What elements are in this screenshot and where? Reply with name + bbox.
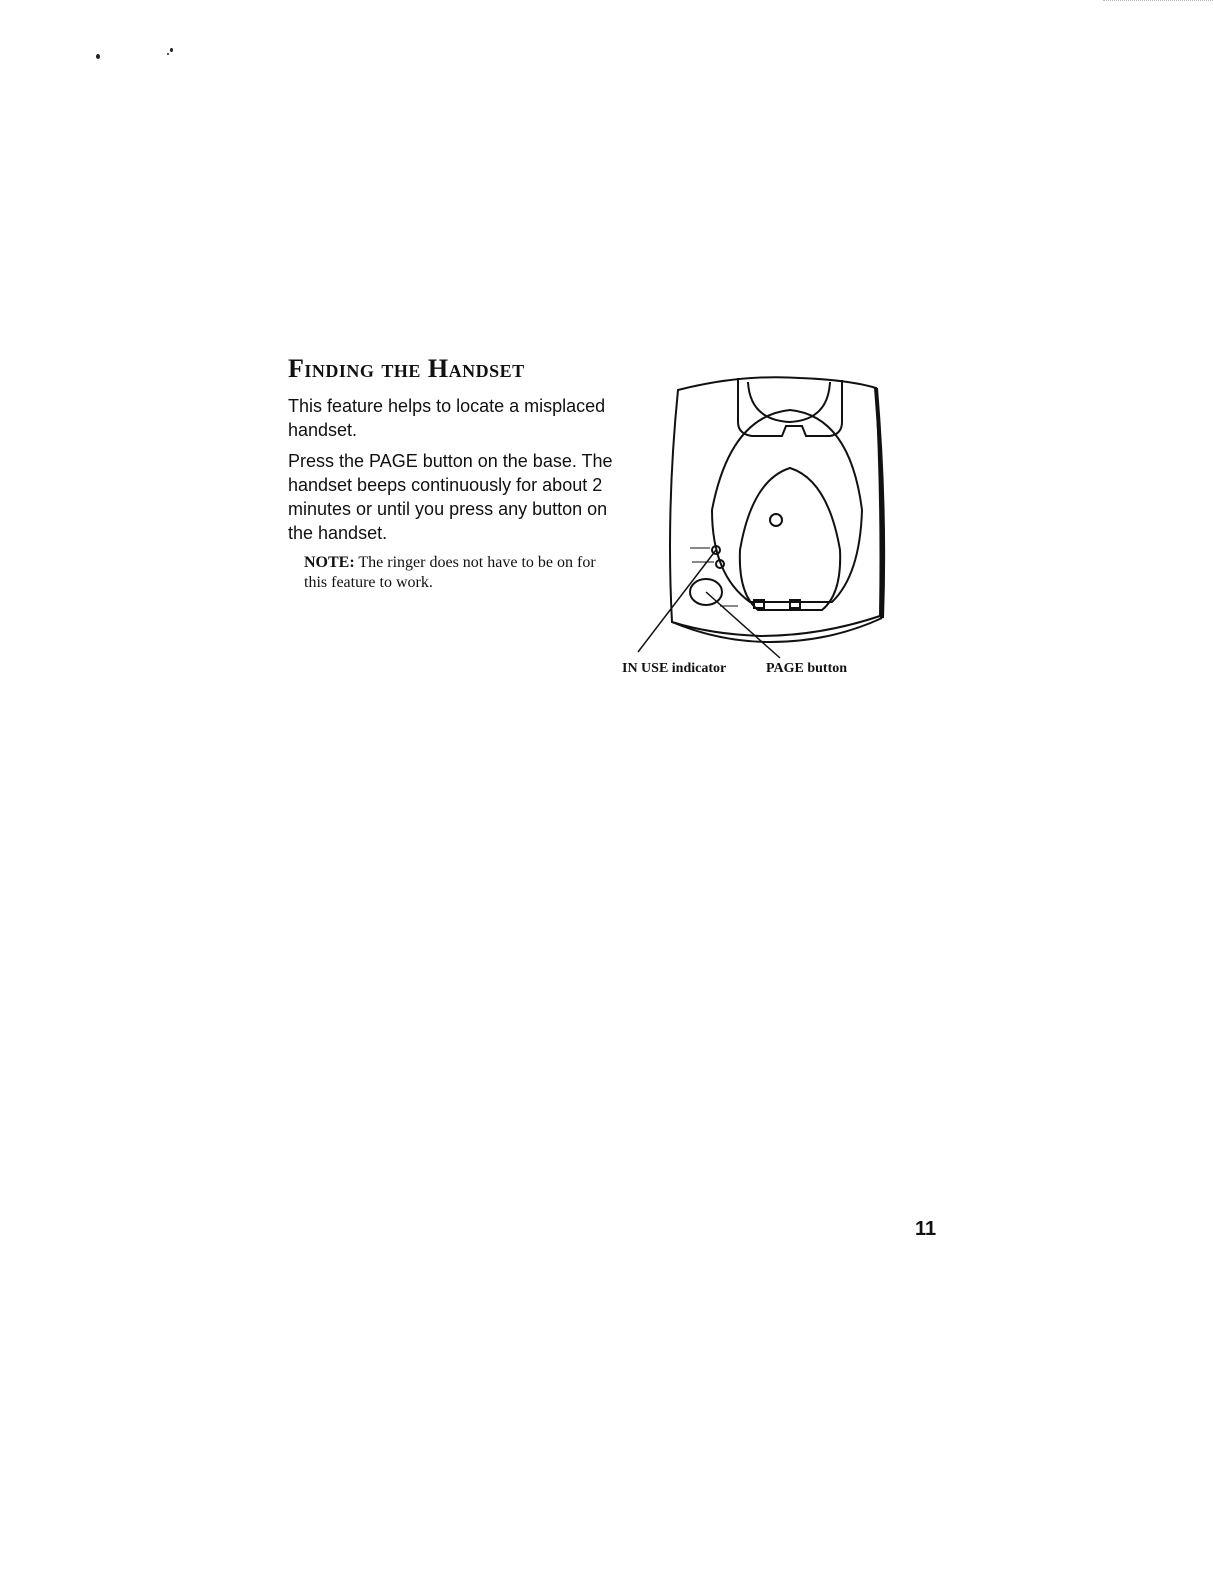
section-heading: Finding the Handset xyxy=(288,354,525,383)
in-use-leader-line xyxy=(638,550,716,652)
cradle-inner xyxy=(748,382,830,422)
phone-base-illustration xyxy=(620,360,920,660)
cradle-top xyxy=(738,378,842,436)
page-number: 11 xyxy=(915,1218,937,1240)
note-label: NOTE: xyxy=(304,554,355,571)
scan-edge-mark xyxy=(1103,0,1213,7)
handset-key xyxy=(770,514,782,526)
page-button-caption: PAGE button xyxy=(766,661,848,676)
note-block xyxy=(304,553,604,593)
base-outline xyxy=(670,377,881,636)
scan-speck xyxy=(96,54,100,59)
scan-speck xyxy=(167,53,169,55)
in-use-indicator-caption: IN USE indicator xyxy=(622,661,727,676)
indicator-labels xyxy=(690,548,714,562)
handset xyxy=(740,468,840,610)
intro-paragraph: This feature helps to locate a misplaced handset. xyxy=(288,396,606,440)
scan-speck xyxy=(170,48,173,52)
instruction-paragraph: Press the PAGE button on the base. The handset beeps continuously for about 2 minutes or until you press any button on the handset. xyxy=(288,451,613,543)
note-text: The ringer does not have to be on for this feature to work. xyxy=(304,554,596,591)
